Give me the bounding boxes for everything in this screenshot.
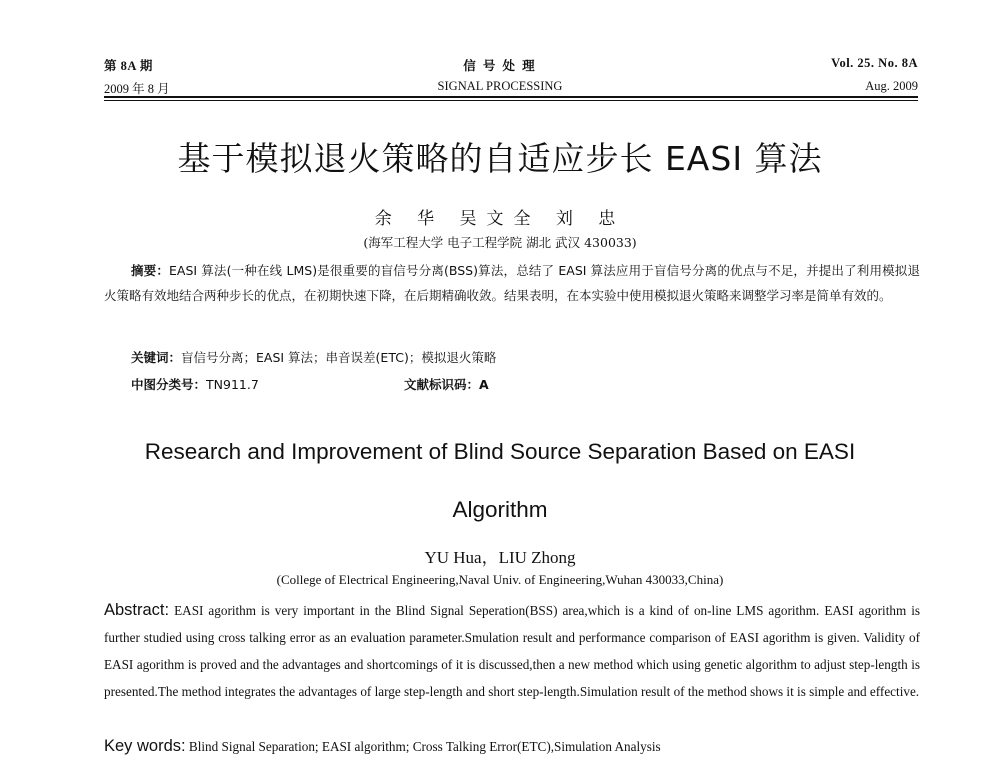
abstract-en-text: EASI agorithm is very important in the Blind Signal Seperation(BSS) area,which is a kind of on-line LMS agorithm. EASI agorithm is further studied using cross talking error as an evaluation parameter.Smulation result and performance comparison of EASI agorithm is given. Validity of EASI agorithm is proved and the advantages and shortcomings of it is discussed,then a new method which using genetic algorithm to adjust step-length is presented.The method integrates the advantages of large step-length and short step-length.Simulation result of the method shows it is simple and effective. [104, 603, 921, 699]
keywords-zh-label: 关键词： [131, 350, 182, 365]
paper-title-en-line2: Algorithm [452, 497, 548, 522]
issue-number: 第 8A 期 [104, 59, 153, 73]
abstract-en-label: Abstract: [104, 601, 170, 619]
keywords-zh [131, 345, 496, 370]
header-rule-thin [104, 100, 918, 101]
abstract-zh-text: EASI 算法(一种在线 LMS)是很重要的盲信号分离(BSS)算法，总结了 EASI 算法应用于盲信号分离的优点与不足，并提出了利用模拟退火策略有效地结合两种步长的优点，在初期快速下降，在后期精确收敛。结果表明，在本实验中使用模拟退火策略来调整学习率是简单有效的。 [104, 263, 920, 303]
abstract-zh [104, 258, 920, 308]
paper-title-zh: 基于模拟退火策略的自适应步长 EASI 算法 [177, 139, 823, 178]
affiliation-zh: (海军工程大学 电子工程学院 湖北 武汉 430033) [363, 235, 637, 250]
paper-title-en-line1: Research and Improvement of Blind Source Separation Based on EASI [144, 439, 856, 464]
class-label-zh: 中图分类号： [131, 377, 207, 392]
issue-date-en: Aug. 2009 [865, 79, 918, 93]
header-rule-thick [104, 96, 918, 98]
issue-date-zh: 2009 年 8 月 [104, 82, 170, 96]
abstract-en [104, 597, 920, 705]
affiliation-en: (College of Electrical Engineering,Naval Univ. of Engineering,Wuhan 430033,China) [276, 572, 724, 587]
authors-en: YU Hua，LIU Zhong [424, 548, 576, 567]
keywords-en-text: Blind Signal Separation; EASI algorithm; Cross Talking Error(ETC),Simulation Analysis [188, 739, 661, 754]
class-value-zh: TN911.7 [206, 377, 259, 392]
classification-zh [131, 372, 259, 397]
volume-number: Vol. 25. No. 8A [831, 56, 918, 70]
keywords-zh-text: 盲信号分离；EASI 算法；串音误差(ETC)；模拟退火策略 [181, 350, 497, 365]
authors-zh: 余 华 吴文全 刘 忠 [374, 209, 626, 229]
journal-name-en: SIGNAL PROCESSING [437, 79, 563, 93]
document-code-zh [404, 372, 489, 397]
abstract-zh-label: 摘要： [131, 263, 170, 278]
keywords-en-label: Key words: [104, 737, 186, 755]
doc-code-value-zh: A [479, 377, 489, 392]
doc-code-label-zh: 文献标识码： [404, 377, 480, 392]
keywords-en [104, 735, 661, 758]
journal-name-zh: 信 号 处 理 [463, 59, 537, 73]
